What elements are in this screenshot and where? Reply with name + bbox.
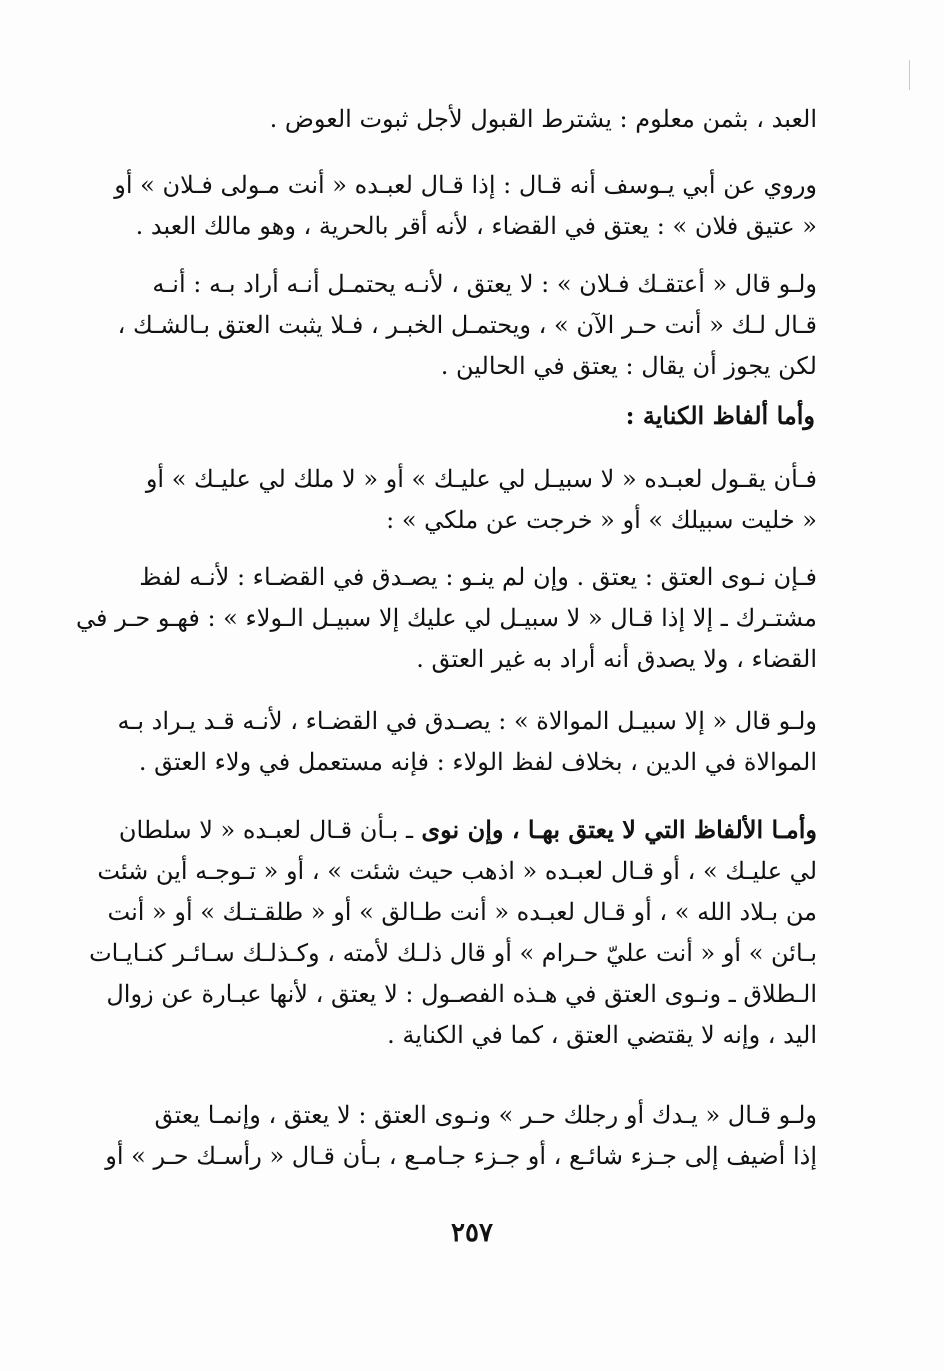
text-line: وروي عن أبي يـوسف أنه قـال : إذا قـال لعبـده « أنت مـولى فـلان » أو <box>114 171 817 199</box>
paragraph-atqaka-fulan <box>117 264 817 387</box>
paragraph-kinaya-examples <box>145 459 817 541</box>
text-line: ولـو قال « أعتقـك فـلان » : لا يعتق ، لأنـه يحتمـل أنـه أراد بـه : أنـه <box>152 270 817 298</box>
paragraph-intention <box>76 557 817 680</box>
paragraph-non-emancipating-words <box>89 809 817 1056</box>
text-line: الـطلاق ـ ونـوى العتق في هـذه الفصـول : لا يعتق ، لأنها عبـارة عن زوال <box>106 980 817 1008</box>
paragraph-abu-yusuf <box>114 165 817 247</box>
text-line: إذا أضيف إلى جـزء شائـع ، أو جـزء جـامـع ، بـأن قـال « رأسـك حـر » أو <box>105 1142 817 1170</box>
text-line: ولـو قـال « يـدك أو رجلك حـر » ونـوى العتق : لا يعتق ، وإنمـا يعتق <box>154 1101 817 1129</box>
paragraph-hand-or-foot <box>105 1095 817 1177</box>
text-line: فـإن نـوى العتق : يعتق . وإن لم ينـو : يصـدق في القضـاء : لأنـه لفظ <box>139 563 817 591</box>
page-number: ٢٥٧ <box>451 1218 493 1248</box>
text-line: الموالاة في الدين ، بخلاف لفظ الولاء : فإنه مستعمل في ولاء العتق . <box>138 748 817 776</box>
text-line: « خليت سبيلك » أو « خرجت عن ملكي » : <box>386 506 817 534</box>
text-line: مشتـرك ـ إلا إذا قـال « لا سبيـل لي عليك إلا سبيـل الـولاء » : فهـو حـر في <box>76 604 817 632</box>
text-line: لي عليـك » ، أو قـال لعبـده « اذهب حيث شئت » ، أو « تـوجـه أين شئت <box>97 857 817 885</box>
section-heading-kinaya: وأما ألفاظ الكناية : <box>625 401 815 430</box>
text-line: القضاء ، ولا يصدق أنه أراد به غير العتق . <box>416 645 817 673</box>
text-line: العبد ، بثمن معلوم : يشترط القبول لأجل ثبوت العوض . <box>269 105 817 133</box>
text-line: فـأن يقـول لعبـده « لا سبيـل لي عليـك » أو « لا ملك لي عليـك » أو <box>145 465 817 493</box>
text-line: ولـو قال « إلا سبيـل الموالاة » : يصـدق في القضـاء ، لأنـه قـد يـراد بـه <box>117 707 817 735</box>
text-line: قـال لـك « أنت حـر الآن » ، ويحتمـل الخبـر ، فـلا يثبت العتق بـالشـك ، <box>117 311 817 339</box>
text-line: لكن يجوز أن يقال : يعتق في الحالين . <box>440 352 817 380</box>
page-edge-mark <box>909 60 910 90</box>
bold-phrase: وأمـا الألفاظ التي لا يعتق بهـا ، وإن نوى <box>413 815 817 844</box>
text-line: اليد ، وإنه لا يقتضي العتق ، كما في الكناية . <box>387 1021 817 1049</box>
paragraph-muwalat <box>117 701 817 783</box>
text-line: بـائن » أو « أنت عليّ حـرام » أو قال ذلـك لأمته ، وكـذلـك سـائـر كنـايـات <box>89 939 817 967</box>
paragraph-continuation <box>160 99 817 140</box>
text-line: « عتيق فلان » : يعتق في القضاء ، لأنه أقر بالحرية ، وهو مالك العبد . <box>135 212 817 240</box>
text-line: من بـلاد الله » ، أو قـال لعبـده « أنت طـالق » أو « طلقـتـك » أو « أنت <box>107 898 817 926</box>
text-line: وأمـا الألفاظ التي لا يعتق بهـا ، وإن نوى ـ بـأن قـال لعبـده « لا سلطان <box>118 815 817 844</box>
